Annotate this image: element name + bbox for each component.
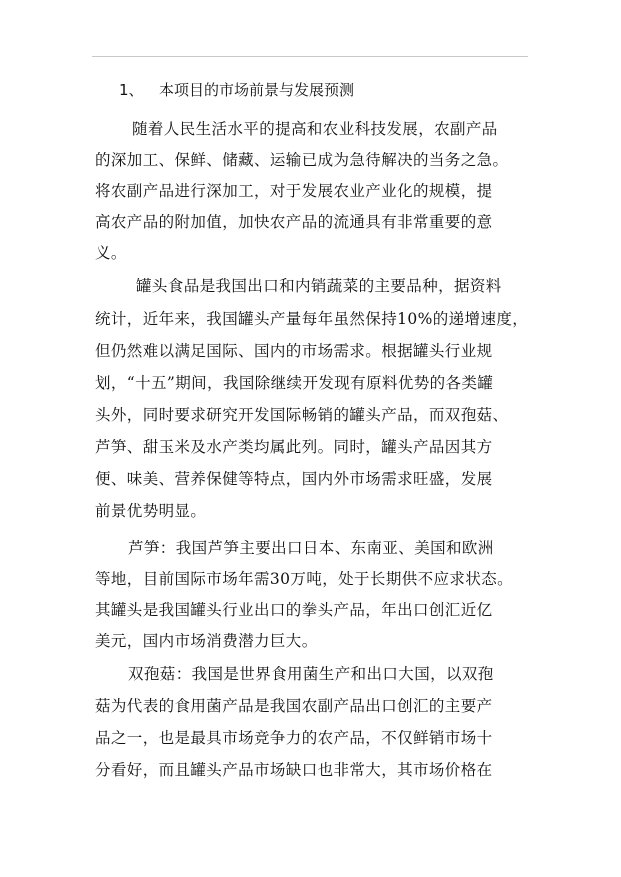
text-line: 罐头食品是我国出口和内销蔬菜的主要品种，据资料: [136, 277, 502, 295]
text-line: 品之一，也是最具市场竞争力的农产品，不仅鲜销市场十: [95, 729, 493, 747]
text-line: 但仍然难以满足国际、国内的市场需求。根据罐头行业规: [95, 342, 493, 360]
text-line: 随着人民生活水平的提高和农业科技发展，农副产品: [132, 120, 498, 138]
text-line: 芦笋、甜玉米及水产类均属此列。同时，罐头产品因其方: [95, 438, 493, 456]
text-line: 高农产品的附加值，加快农产品的流通具有非常重要的意: [95, 213, 493, 231]
section-number: 1、: [119, 81, 144, 99]
text-line: 头外，同时要求研究开发国际畅销的罐头产品，而双孢菇、: [95, 406, 509, 424]
text-line: 前景优势明显。: [95, 502, 207, 520]
text-line: 义。: [95, 244, 127, 262]
text-line: 分看好，而且罐头产品市场缺口也非常大，其市场价格在: [95, 761, 493, 779]
section-heading: [119, 80, 354, 100]
text-line: 其罐头是我国罐头行业出口的拳头产品，年出口创汇近亿: [95, 601, 493, 619]
text-line: 的深加工、保鲜、储藏、运输已成为急待解决的当务之急。: [95, 151, 509, 169]
section-title: 本项目的市场前景与发展预测: [159, 81, 355, 99]
text-line: 统计，近年来，我国罐头产量每年虽然保持10%的递增速度，: [95, 310, 529, 328]
header-rule: [92, 56, 528, 57]
text-line: 菇为代表的食用菌产品是我国农副产品出口创汇的主要产: [95, 697, 493, 715]
text-line: 双孢菇：我国是世界食用菌生产和出口大国，以双孢: [128, 665, 494, 683]
text-line: 等地，目前国际市场年需30万吨，处于长期供不应求状态。: [95, 570, 514, 588]
text-line: 便、味美、营养保健等特点，国内外市场需求旺盛，发展: [95, 470, 493, 488]
text-line: 芦笋：我国芦笋主要出口日本、东南亚、美国和欧洲: [128, 539, 494, 557]
text-line: 将农副产品进行深加工，对于发展农业产业化的规模，提: [95, 182, 493, 200]
text-line: 美元，国内市场消费潜力巨大。: [95, 632, 318, 650]
text-line: 划，“十五”期间，我国除继续开发现有原料优势的各类罐: [95, 374, 494, 392]
